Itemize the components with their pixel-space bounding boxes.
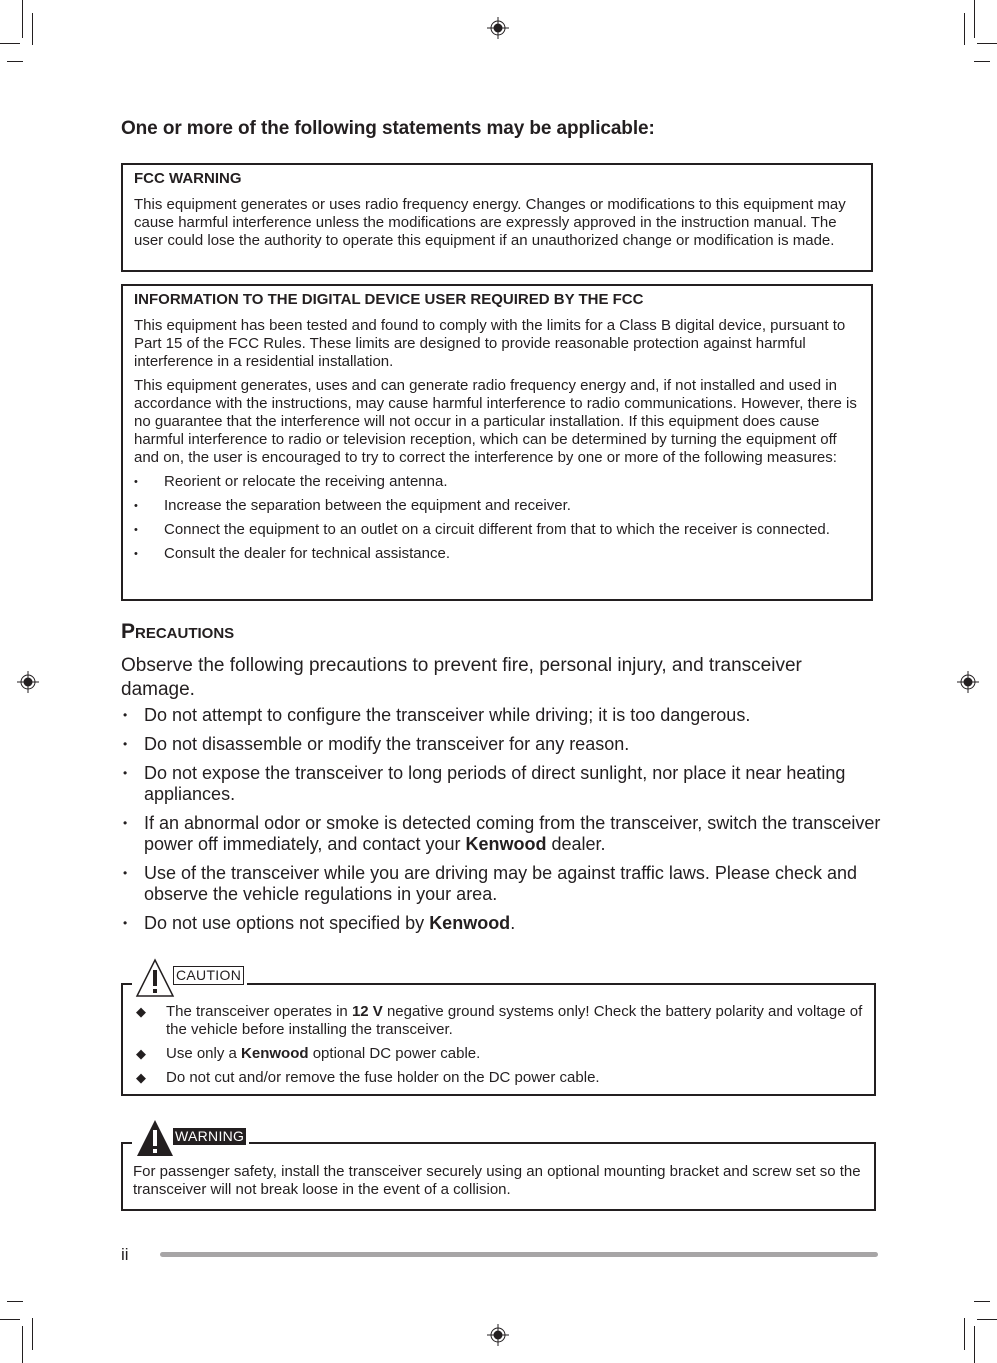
bullet-icon: • xyxy=(134,500,138,512)
list-item: • Do not expose the transceiver to long periods of direct sunlight, nor place it near heating appliances. xyxy=(123,763,846,804)
list-item: • Do not attempt to configure the transceiver while driving; it is too dangerous. xyxy=(123,705,751,725)
brand-name: Kenwood xyxy=(429,913,511,933)
warning-triangle-icon xyxy=(135,1118,175,1158)
list-item: • Use of the transceiver while you are driving may be against traffic laws. Please check and observe the vehicle regulations in your area. xyxy=(123,863,858,904)
list-item: ◆ The transceiver operates in 12 V negative ground systems only! Check the battery polarity and voltage of the vehicle before installing the transceiver. xyxy=(136,1003,863,1038)
registration-mark-icon xyxy=(487,1324,509,1346)
list-item: ◆ Use only a Kenwood optional DC power cable. xyxy=(136,1045,481,1062)
caution-label: CAUTION xyxy=(173,966,244,985)
fcc-info-box xyxy=(121,284,873,601)
bullet-icon: • xyxy=(123,816,128,830)
bullet-icon: • xyxy=(123,737,128,751)
bullet-icon: • xyxy=(134,548,138,560)
caution-tag xyxy=(132,958,247,998)
diamond-bullet-icon: ◆ xyxy=(136,1046,146,1061)
bullet-icon: • xyxy=(123,866,128,880)
list-item: • Connect the equipment to an outlet on a circuit different from that to which the receiver is connected. xyxy=(134,521,830,538)
diamond-bullet-icon: ◆ xyxy=(136,1070,146,1085)
caution-list xyxy=(136,1003,864,1087)
list-item: • Do not use options not specified by Kenwood. xyxy=(123,913,516,933)
warning-body: For passenger safety, install the transceiver securely using an optional mounting bracket and screw set so the transceiver will not break loose in the event of a collision. xyxy=(133,1163,861,1198)
list-item: • Reorient or relocate the receiving antenna. xyxy=(134,473,448,490)
intro-heading: One or more of the following statements may be applicable: xyxy=(121,118,655,139)
footer-rule xyxy=(160,1252,878,1257)
fcc-info-paragraph: This equipment generates, uses and can generate radio frequency energy and, if not installed and used in accordance with the instructions, may cause harmful interference to radio communications. However, there is no guarantee that the interference will not occur in a particular installation. If this equipment does cause harmful interference to radio or television reception, which can be determined by turning the equipment off and on, the user is encouraged to try to correct the interference by one or more of the following measures: xyxy=(134,377,857,466)
fcc-info-title: INFORMATION TO THE DIGITAL DEVICE USER REQUIRED BY THE FCC xyxy=(134,291,644,308)
brand-name: Kenwood xyxy=(465,834,547,854)
list-item: • Consult the dealer for technical assistance. xyxy=(134,545,450,562)
registration-mark-icon xyxy=(487,17,509,39)
bullet-icon: • xyxy=(123,766,128,780)
brand-name: Kenwood xyxy=(241,1045,309,1062)
list-item: • Do not disassemble or modify the transceiver for any reason. xyxy=(123,734,630,754)
bullet-icon: • xyxy=(134,524,138,536)
bullet-icon: • xyxy=(123,916,128,930)
precautions-intro: Observe the following precautions to prevent fire, personal injury, and transceiver damage. xyxy=(121,655,802,700)
warning-label: WARNING xyxy=(175,1128,245,1144)
bullet-icon: • xyxy=(123,708,128,722)
list-item: • If an abnormal odor or smoke is detected coming from the transceiver, switch the transceiver power off immediately, and contact your Kenwood dealer. xyxy=(123,813,881,854)
bullet-icon: • xyxy=(134,476,138,488)
list-item: • Increase the separation between the equipment and receiver. xyxy=(134,497,571,514)
fcc-info-paragraph: This equipment has been tested and found to comply with the limits for a Class B digital device, pursuant to Part 15 of the FCC Rules. These limits are designed to provide reasonable protection against harmful interference in a residential installation. xyxy=(134,317,846,370)
warning-tag xyxy=(132,1118,249,1158)
fcc-warning-title: FCC WARNING xyxy=(134,170,242,187)
caution-triangle-icon xyxy=(135,958,175,998)
fcc-measures-list xyxy=(134,473,861,563)
diamond-bullet-icon: ◆ xyxy=(136,1004,146,1019)
fcc-warning-body: This equipment generates or uses radio frequency energy. Changes or modifications to this equipment may cause harmful interference unless the modifications are expressly approved in the instruction manual. The user could lose the authority to operate this equipment if an unauthorized change or modification is made. xyxy=(134,196,846,249)
precautions-heading: PRECAUTIONS xyxy=(121,620,235,643)
registration-mark-icon xyxy=(957,671,979,693)
list-item: ◆ Do not cut and/or remove the fuse holder on the DC power cable. xyxy=(136,1069,600,1086)
registration-mark-icon xyxy=(17,671,39,693)
caution-box xyxy=(121,983,876,1096)
fcc-warning-box xyxy=(121,163,873,272)
precautions-list xyxy=(121,705,881,942)
page-number: ii xyxy=(121,1245,129,1264)
